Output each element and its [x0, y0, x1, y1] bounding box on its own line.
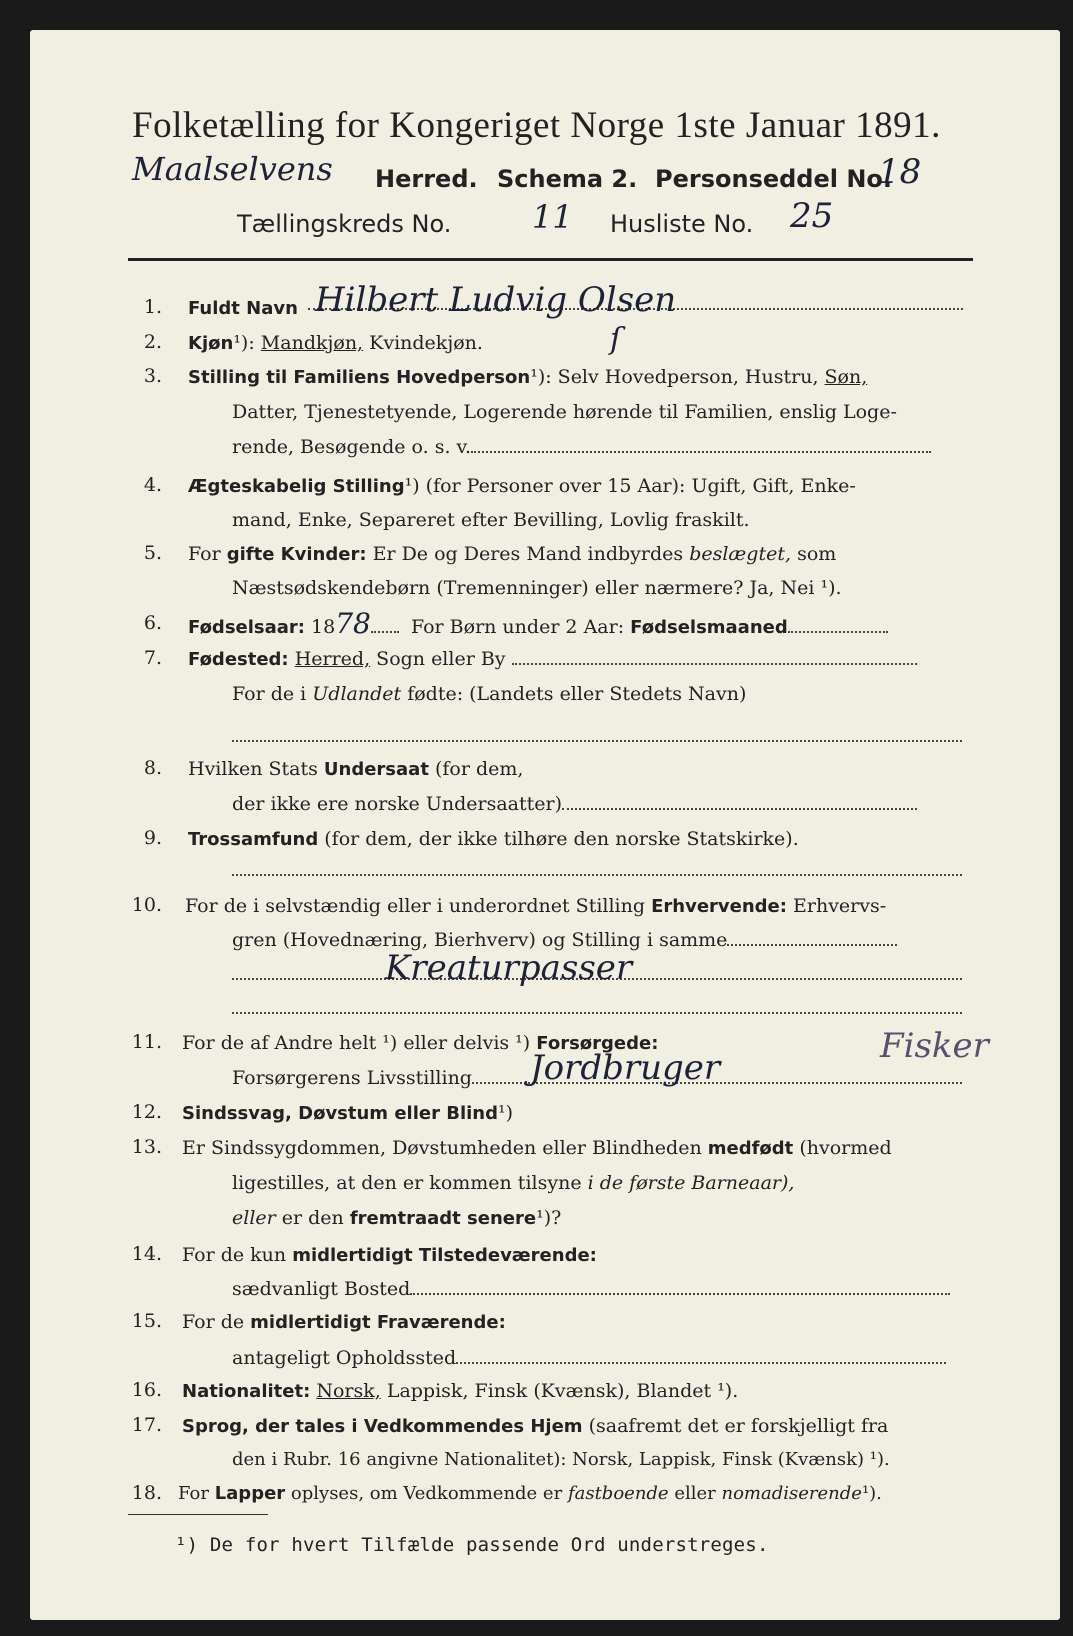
item-number: 5.: [143, 542, 162, 564]
item-10-line-2: gren (Hovednæring, Bierhverv) og Stilling i samme: [232, 928, 897, 952]
item-number: 7.: [143, 647, 162, 669]
check-mark: ſ: [610, 322, 622, 357]
blank-line: [232, 874, 962, 876]
husliste-value: 25: [790, 196, 834, 236]
item-8-line-2: der ikke ere norske Undersaatter): [232, 792, 917, 816]
footnote: ¹) De for hvert Tilfælde passende Ord understreges.: [175, 1534, 769, 1556]
item-16: Nationalitet: Norsk, Lappisk, Finsk (Kvænsk), Blandet ¹).: [182, 1380, 739, 1402]
item-number: 3.: [143, 365, 162, 387]
item-15-line-2: antageligt Opholdssted: [232, 1346, 946, 1370]
item-14-line-2: sædvanligt Bosted: [232, 1277, 950, 1301]
item-17-line-2: den i Rubr. 16 angivne Nationalitet): Norsk, Lappisk, Finsk (Kvænsk) ¹).: [232, 1449, 890, 1470]
footnote-divider: [128, 1514, 268, 1515]
item-6: Fødselsaar: 1878 For Børn under 2 Aar: Fødselsmaaned: [188, 612, 888, 640]
item-13-line-2: ligestilles, at den er kommen tilsyne i de første Barneaar),: [232, 1172, 795, 1194]
item-1: [188, 296, 298, 321]
item-2: Kjøn¹): Mandkjøn, Kvindekjøn.: [188, 332, 483, 354]
item-number: 2.: [143, 331, 162, 353]
blank-line: [232, 740, 962, 742]
husliste-label: Husliste No.: [610, 210, 754, 238]
item-number: 9.: [143, 827, 162, 849]
gender-male: Mandkjøn,: [260, 332, 364, 354]
item-number: 14.: [131, 1243, 162, 1265]
nationality-norsk: Norsk,: [316, 1380, 381, 1402]
item-5: For gifte Kvinder: Er De og Deres Mand indbyrdes beslægtet, som: [188, 543, 837, 565]
item-number: 12.: [131, 1101, 162, 1123]
item-17: Sprog, der tales i Vedkommendes Hjem (saafremt det er forskjelligt fra: [182, 1415, 889, 1437]
item-8: Hvilken Stats Undersaat (for dem,: [188, 758, 524, 780]
birthplace-herred: Herred,: [294, 648, 371, 670]
item-3-line-2: Datter, Tjenestetyende, Logerende hørende til Familien, enslig Loge-: [232, 401, 897, 423]
item-number: 16.: [131, 1379, 162, 1401]
item-4: Ægteskabelig Stilling¹) (for Personer over 15 Aar): Ugift, Gift, Enke-: [188, 475, 856, 497]
personseddel-label: Personseddel No.: [655, 165, 893, 193]
form-title: Folketælling for Kongeriget Norge 1ste Januar 1891.: [132, 105, 941, 146]
relation-son: Søn,: [824, 366, 868, 388]
herred-label: Herred.: [375, 165, 478, 193]
item-5-line-2: Næstsødskendebørn (Tremenninger) eller nærmere? Ja, Nei ¹).: [232, 577, 842, 599]
item-7-line-2: For de i Udlandet fødte: (Landets eller Stedets Navn): [232, 683, 747, 705]
occupation-value: Kreaturpasser: [385, 948, 633, 988]
item-4-line-2: mand, Enke, Separeret efter Bevilling, Lovlig fraskilt.: [232, 509, 750, 531]
full-name-label: Fuldt Navn: [188, 298, 298, 319]
item-number: 1.: [143, 296, 162, 318]
item-11-line-2: Forsørgerens Livsstilling: [232, 1066, 962, 1090]
item-number: 10.: [131, 894, 162, 916]
herred-value: Maalselvens: [132, 150, 333, 188]
blank-line: [232, 1012, 962, 1014]
item-12: Sindssvag, Døvstum eller Blind¹): [182, 1102, 514, 1124]
item-number: 8.: [143, 757, 162, 779]
item-13: Er Sindssygdommen, Døvstumheden eller Blindheden medfødt (hvormed: [182, 1137, 892, 1159]
item-9: Trossamfund (for dem, der ikke tilhøre den norske Statskirke).: [188, 828, 799, 850]
full-name-value: Hilbert Ludvig Olsen: [315, 280, 677, 320]
item-number: 6.: [143, 612, 162, 634]
provider-occupation: Jordbruger: [530, 1048, 721, 1088]
item-number: 17.: [131, 1414, 162, 1436]
personseddel-value: 18: [878, 152, 922, 192]
item-10: For de i selvstændig eller i underordnet Stilling Erhvervende: Erhvervs-: [185, 895, 887, 917]
item-number: 15.: [131, 1310, 162, 1332]
schema-label: Schema 2.: [497, 165, 638, 193]
item-7: Fødested: Herred, Sogn eller By: [188, 647, 917, 672]
item-number: 4.: [143, 474, 162, 496]
birth-year-value: 78: [335, 607, 371, 640]
item-11: For de af Andre helt ¹) eller delvis ¹) Forsørgede:: [182, 1032, 659, 1054]
item-14: For de kun midlertidigt Tilstedeværende:: [182, 1244, 597, 1266]
item-number: 13.: [131, 1136, 162, 1158]
item-13-line-3: eller er den fremtraadt senere¹)?: [232, 1207, 562, 1229]
gender-female: Kvindekjøn.: [369, 332, 483, 354]
item-3-line-3: rende, Besøgende o. s. v.: [232, 435, 931, 459]
item-3: Stilling til Familiens Hovedperson¹): Selv Hovedperson, Hustru, Søn,: [188, 366, 868, 388]
item-number: 11.: [131, 1031, 162, 1053]
item-15: For de midlertidigt Fraværende:: [182, 1311, 506, 1333]
item-number: 18.: [131, 1482, 162, 1504]
header-divider: [128, 258, 973, 261]
kreds-value: 11: [532, 198, 573, 236]
kreds-label: Tællingskreds No.: [237, 210, 452, 238]
provider-occupation-2: Fisker: [880, 1026, 989, 1066]
item-18: For Lapper oplyses, om Vedkommende er fastboende eller nomadiserende¹).: [178, 1483, 882, 1504]
